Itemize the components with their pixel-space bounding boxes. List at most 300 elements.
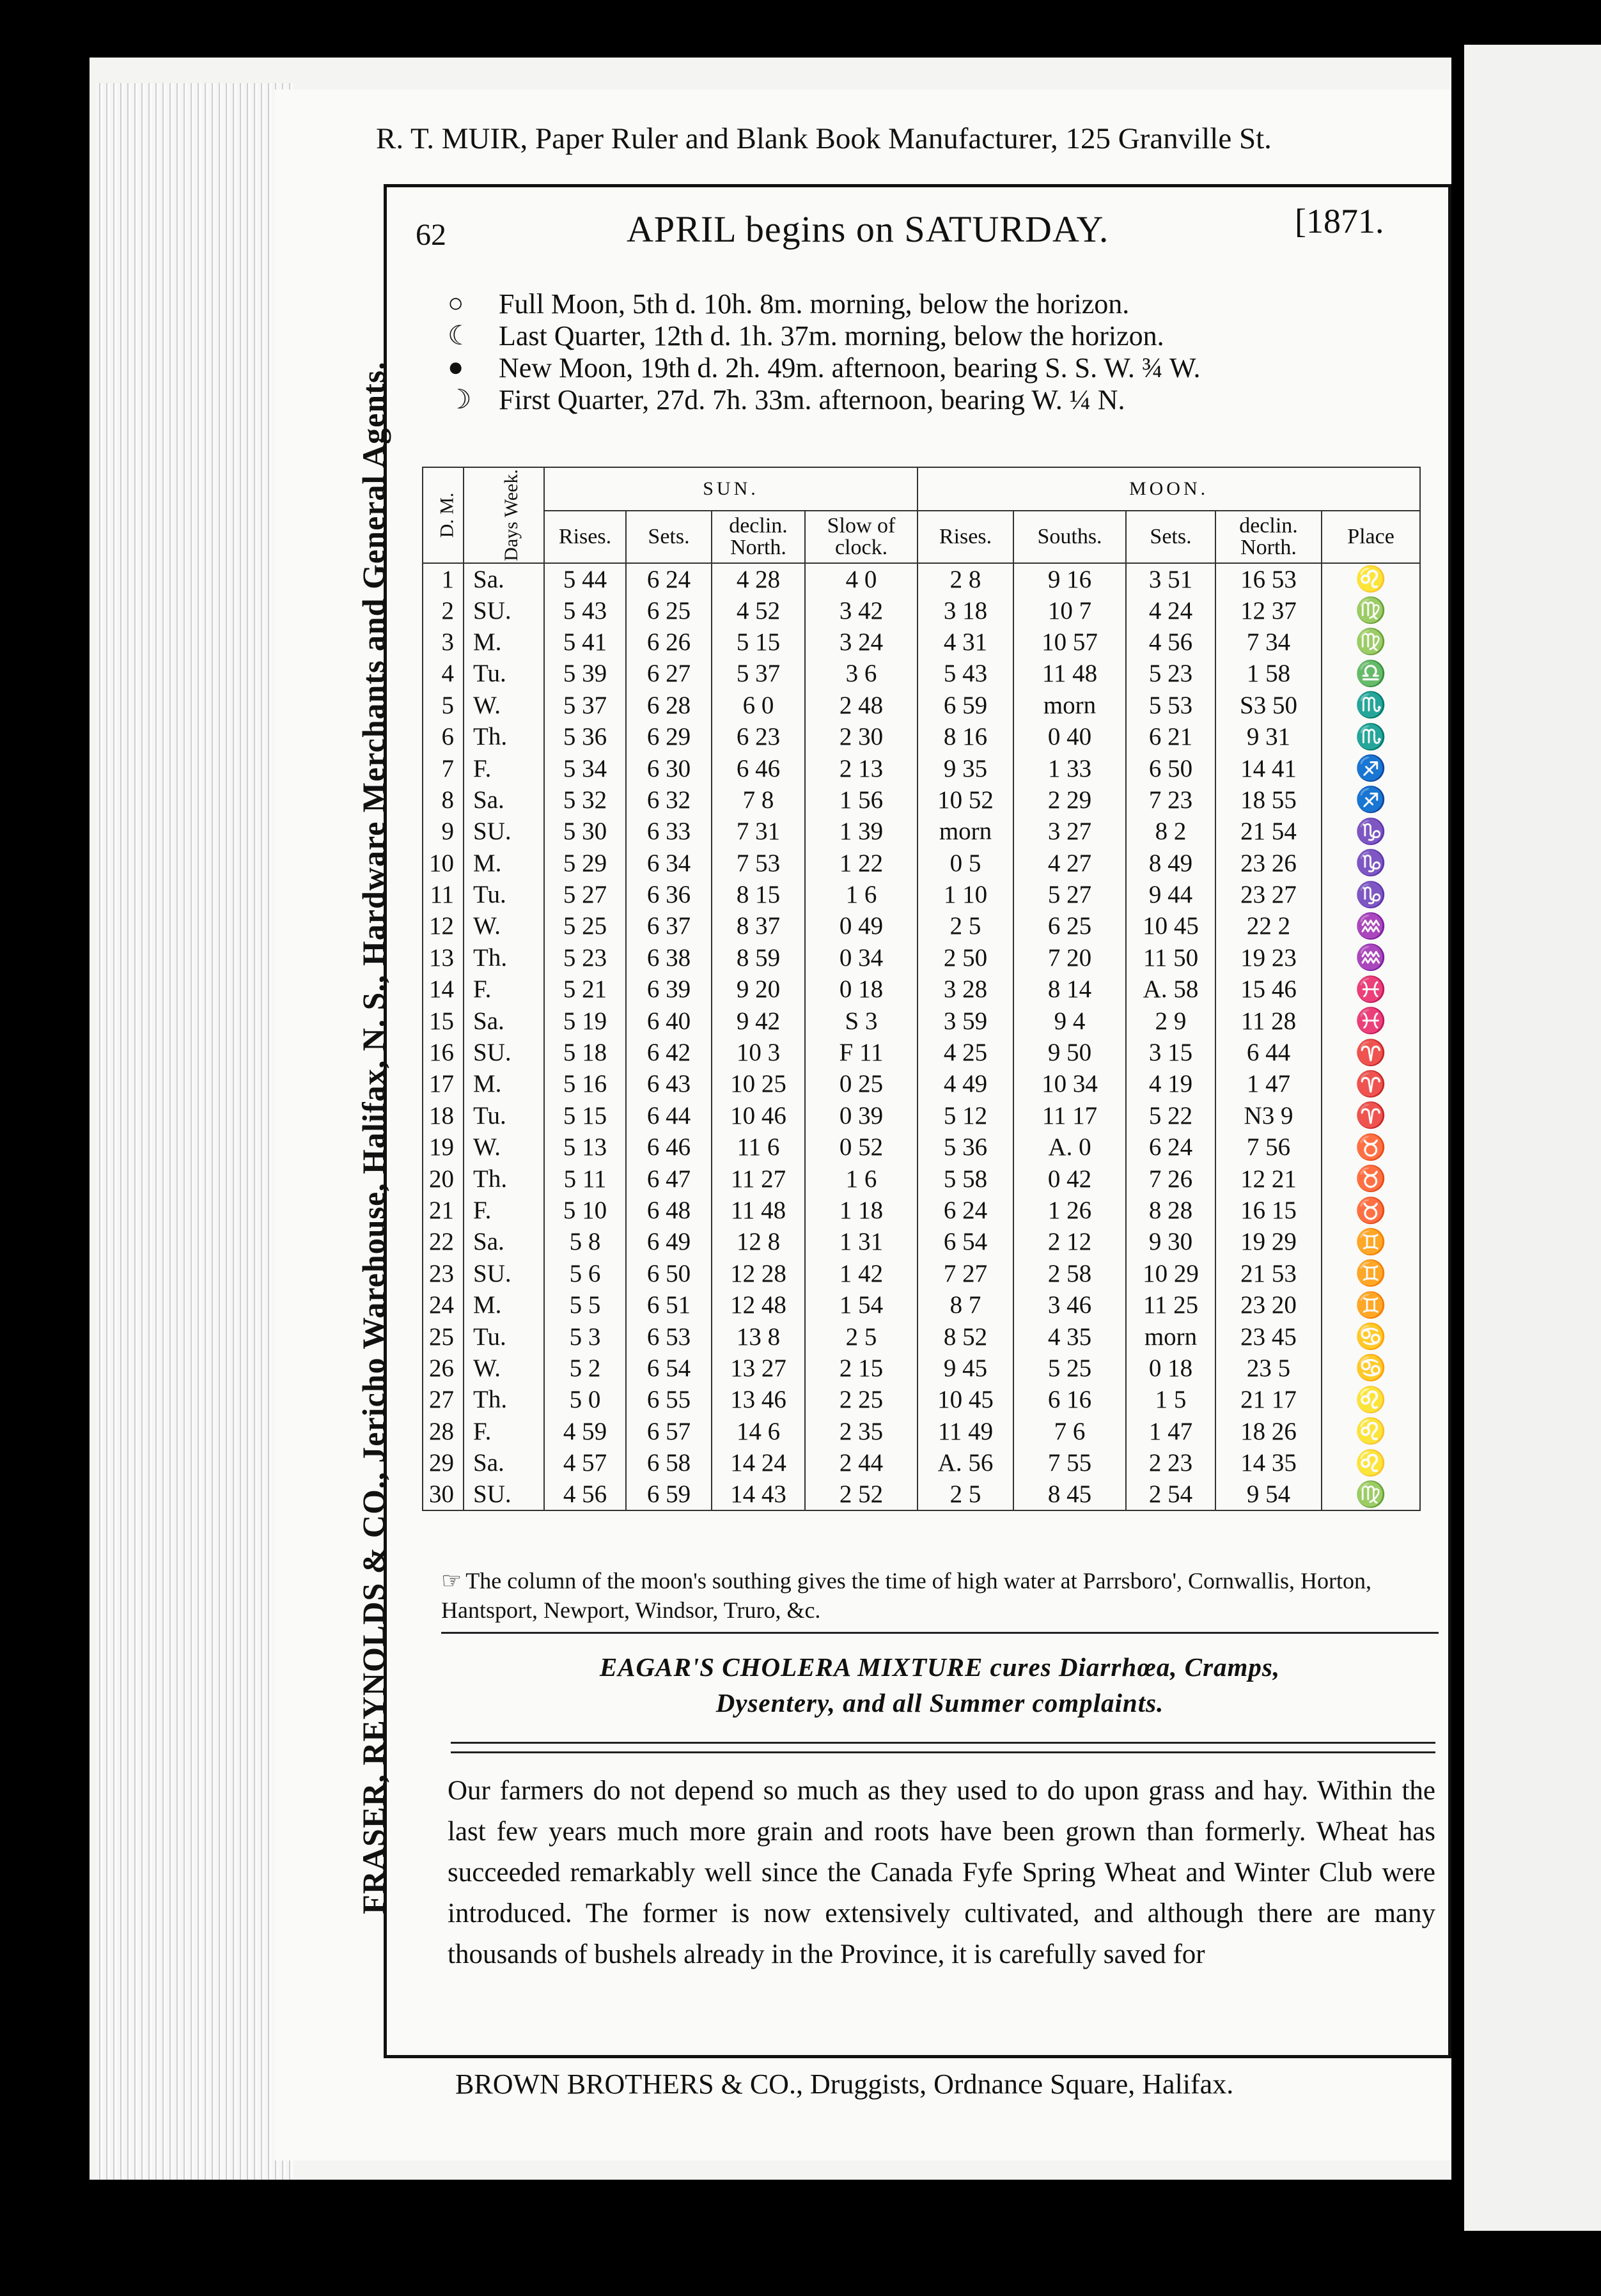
cell-moon-declination: 7 34 — [1215, 626, 1322, 658]
cell-slow-of-clock: 3 24 — [805, 626, 918, 658]
cell-moon-rises: 4 31 — [918, 626, 1013, 658]
cell-day-of-month: 19 — [423, 1131, 464, 1163]
cell-slow-of-clock: 1 54 — [805, 1289, 918, 1321]
cell-sun-rises: 5 16 — [544, 1068, 626, 1099]
side-advertisement: FRASER, REYNOLDS & CO., Jericho Warehouse, Halifax, N. S., Hardware Merchants and General Agents. — [355, 361, 391, 1914]
cell-moon-souths: 2 12 — [1013, 1226, 1126, 1257]
cell-day-of-week: M. — [464, 848, 544, 879]
cell-day-of-week: W. — [464, 1353, 544, 1384]
divider — [441, 1632, 1439, 1634]
cell-day-of-week: W. — [464, 910, 544, 942]
cell-sun-rises: 5 44 — [544, 563, 626, 594]
cell-moon-rises: 3 28 — [918, 973, 1013, 1005]
cholera-mixture-ad — [441, 1649, 1439, 1721]
cell-moon-place: ♓ — [1322, 973, 1420, 1005]
phase-row — [448, 352, 1432, 384]
cell-moon-souths: 9 4 — [1013, 1005, 1126, 1036]
cell-moon-declination: 16 53 — [1215, 563, 1322, 594]
cell-sun-declination: 11 6 — [712, 1131, 805, 1163]
table-row — [423, 626, 1420, 658]
cell-moon-declination: 9 31 — [1215, 721, 1322, 752]
cell-sun-sets: 6 24 — [626, 563, 712, 594]
cell-moon-place: ♓ — [1322, 1005, 1420, 1036]
cell-sun-declination: 7 53 — [712, 848, 805, 879]
cell-moon-rises: 7 27 — [918, 1258, 1013, 1289]
cell-moon-rises: 6 54 — [918, 1226, 1013, 1257]
table-row — [423, 563, 1420, 594]
cell-moon-souths: 0 42 — [1013, 1163, 1126, 1194]
cell-moon-place: ♊ — [1322, 1289, 1420, 1321]
cell-moon-rises: 5 58 — [918, 1163, 1013, 1194]
cell-sun-sets: 6 37 — [626, 910, 712, 942]
cell-moon-declination: 21 17 — [1215, 1384, 1322, 1415]
cell-moon-sets: 5 23 — [1126, 658, 1215, 689]
cell-moon-place: ♒ — [1322, 942, 1420, 973]
cell-day-of-month: 25 — [423, 1321, 464, 1352]
cell-day-of-month: 16 — [423, 1037, 464, 1068]
cell-moon-souths: 10 34 — [1013, 1068, 1126, 1099]
cell-day-of-week: Tu. — [464, 1321, 544, 1352]
cell-day-of-week: Tu. — [464, 1100, 544, 1131]
cell-moon-sets: 5 22 — [1126, 1100, 1215, 1131]
cell-moon-declination: 9 54 — [1215, 1478, 1322, 1510]
cell-sun-sets: 6 54 — [626, 1353, 712, 1384]
cell-sun-declination: 12 48 — [712, 1289, 805, 1321]
cell-moon-sets: 4 56 — [1126, 626, 1215, 658]
cell-moon-declination: 21 54 — [1215, 816, 1322, 847]
running-foot: BROWN BROTHERS & CO., Druggists, Ordnance Square, Halifax. — [455, 2068, 1234, 2100]
running-head: R. T. MUIR, Paper Ruler and Blank Book Manufacturer, 125 Granville St. — [376, 122, 1272, 155]
phase-row — [448, 384, 1432, 415]
cell-sun-rises: 5 0 — [544, 1384, 626, 1415]
cell-moon-sets: 9 44 — [1126, 879, 1215, 910]
cell-day-of-month: 4 — [423, 658, 464, 689]
cell-moon-place: ♈ — [1322, 1037, 1420, 1068]
cell-sun-rises: 4 59 — [544, 1416, 626, 1447]
cell-day-of-month: 27 — [423, 1384, 464, 1415]
almanac-rows — [423, 563, 1420, 1510]
col-sun-rises: Rises. — [544, 511, 626, 563]
cell-slow-of-clock: 1 6 — [805, 1163, 918, 1194]
cell-moon-place: ♌ — [1322, 563, 1420, 594]
cell-moon-declination: 6 44 — [1215, 1037, 1322, 1068]
cell-moon-rises: 10 45 — [918, 1384, 1013, 1415]
table-row — [423, 816, 1420, 847]
phase-text: First Quarter, 27d. 7h. 33m. afternoon, bearing W. ¼ N. — [499, 384, 1125, 415]
cell-slow-of-clock: 1 42 — [805, 1258, 918, 1289]
cell-moon-souths: 10 7 — [1013, 594, 1126, 626]
cell-day-of-month: 28 — [423, 1416, 464, 1447]
table-row — [423, 1321, 1420, 1352]
facing-page-edge — [1464, 45, 1601, 2231]
cell-moon-souths: 3 27 — [1013, 816, 1126, 847]
cell-day-of-week: M. — [464, 1289, 544, 1321]
cell-moon-rises: 3 59 — [918, 1005, 1013, 1036]
table-row — [423, 1037, 1420, 1068]
cell-sun-rises: 5 36 — [544, 721, 626, 752]
cell-sun-rises: 5 23 — [544, 942, 626, 973]
cell-moon-declination: N3 9 — [1215, 1100, 1322, 1131]
cell-day-of-month: 14 — [423, 973, 464, 1005]
cell-sun-rises: 5 18 — [544, 1037, 626, 1068]
cell-moon-place: ♎ — [1322, 658, 1420, 689]
cell-day-of-month: 21 — [423, 1195, 464, 1226]
table-row — [423, 879, 1420, 910]
cell-sun-rises: 5 15 — [544, 1100, 626, 1131]
cell-sun-rises: 5 21 — [544, 973, 626, 1005]
cell-day-of-week: F. — [464, 1195, 544, 1226]
cell-moon-sets: 6 21 — [1126, 721, 1215, 752]
cell-day-of-month: 2 — [423, 594, 464, 626]
cell-moon-declination: 12 21 — [1215, 1163, 1322, 1194]
pointing-hand-icon: ☞ — [441, 1568, 462, 1594]
table-row — [423, 658, 1420, 689]
tide-note — [441, 1566, 1439, 1625]
cell-sun-rises: 4 56 — [544, 1478, 626, 1510]
cell-slow-of-clock: 0 49 — [805, 910, 918, 942]
cell-moon-place: ♌ — [1322, 1447, 1420, 1478]
cell-moon-sets: 1 5 — [1126, 1384, 1215, 1415]
cell-sun-rises: 5 8 — [544, 1226, 626, 1257]
cell-moon-rises: 2 5 — [918, 1478, 1013, 1510]
cell-day-of-month: 3 — [423, 626, 464, 658]
cell-moon-sets: 8 2 — [1126, 816, 1215, 847]
col-day-of-week: Days Week. — [464, 467, 544, 563]
cell-moon-rises: 11 49 — [918, 1416, 1013, 1447]
phase-row — [448, 288, 1432, 320]
cell-moon-place: ♊ — [1322, 1258, 1420, 1289]
cell-moon-rises: 0 5 — [918, 848, 1013, 879]
table-row — [423, 973, 1420, 1005]
cell-moon-rises: 9 45 — [918, 1353, 1013, 1384]
cell-moon-place: ♍ — [1322, 626, 1420, 658]
cell-sun-declination: 6 0 — [712, 690, 805, 721]
cell-moon-souths: 7 20 — [1013, 942, 1126, 973]
cell-sun-rises: 4 57 — [544, 1447, 626, 1478]
page-number: 62 — [416, 218, 446, 252]
full-moon-icon: ○ — [448, 289, 464, 318]
table-row — [423, 1100, 1420, 1131]
cell-slow-of-clock: 0 52 — [805, 1131, 918, 1163]
cell-moon-rises: 5 36 — [918, 1131, 1013, 1163]
cell-sun-declination: 8 59 — [712, 942, 805, 973]
cell-moon-place: ♌ — [1322, 1416, 1420, 1447]
table-row — [423, 1416, 1420, 1447]
first-quarter-icon: ☽ — [448, 385, 472, 415]
cell-moon-sets: 9 30 — [1126, 1226, 1215, 1257]
cell-sun-declination: 13 8 — [712, 1321, 805, 1352]
cell-day-of-week: SU. — [464, 1258, 544, 1289]
table-row — [423, 1384, 1420, 1415]
cell-moon-sets: 6 50 — [1126, 752, 1215, 784]
cell-sun-declination: 9 20 — [712, 973, 805, 1005]
almanac-table — [422, 467, 1421, 1511]
new-moon-icon: ● — [448, 353, 464, 382]
table-row — [423, 1289, 1420, 1321]
cell-day-of-month: 6 — [423, 721, 464, 752]
cell-sun-declination: 10 3 — [712, 1037, 805, 1068]
cell-moon-rises: 6 59 — [918, 690, 1013, 721]
cell-moon-place: ♉ — [1322, 1195, 1420, 1226]
cell-moon-rises: 2 5 — [918, 910, 1013, 942]
cell-slow-of-clock: 1 22 — [805, 848, 918, 879]
cell-moon-sets: 4 19 — [1126, 1068, 1215, 1099]
table-row — [423, 942, 1420, 973]
cell-moon-declination: S3 50 — [1215, 690, 1322, 721]
cell-slow-of-clock: 1 39 — [805, 816, 918, 847]
cell-moon-declination: 23 5 — [1215, 1353, 1322, 1384]
cell-day-of-month: 10 — [423, 848, 464, 879]
cell-sun-sets: 6 59 — [626, 1478, 712, 1510]
cell-day-of-month: 9 — [423, 816, 464, 847]
cell-day-of-week: F. — [464, 752, 544, 784]
cell-sun-rises: 5 29 — [544, 848, 626, 879]
cell-sun-rises: 5 19 — [544, 1005, 626, 1036]
cell-sun-sets: 6 40 — [626, 1005, 712, 1036]
cell-day-of-month: 29 — [423, 1447, 464, 1478]
cell-moon-sets: 8 28 — [1126, 1195, 1215, 1226]
cell-slow-of-clock: 2 15 — [805, 1353, 918, 1384]
cell-moon-souths: 0 40 — [1013, 721, 1126, 752]
cell-slow-of-clock: 0 18 — [805, 973, 918, 1005]
cell-slow-of-clock: 1 6 — [805, 879, 918, 910]
cell-moon-sets: 1 47 — [1126, 1416, 1215, 1447]
tide-note-text: The column of the moon's southing gives the time of high water at Parrsboro', Cornwallis, Horton, Hantsport, Newport, Windsor, Truro, &c. — [441, 1568, 1372, 1623]
cell-moon-souths: 4 27 — [1013, 848, 1126, 879]
cell-moon-rises: 8 16 — [918, 721, 1013, 752]
cell-sun-rises: 5 11 — [544, 1163, 626, 1194]
cell-sun-sets: 6 58 — [626, 1447, 712, 1478]
cell-sun-sets: 6 49 — [626, 1226, 712, 1257]
cell-slow-of-clock: S 3 — [805, 1005, 918, 1036]
group-sun: SUN. — [544, 467, 918, 511]
cell-moon-place: ♐ — [1322, 752, 1420, 784]
table-row — [423, 1226, 1420, 1257]
cell-moon-rises: 3 18 — [918, 594, 1013, 626]
col-sun-sets: Sets. — [626, 511, 712, 563]
cell-moon-declination: 15 46 — [1215, 973, 1322, 1005]
cell-moon-sets: 2 54 — [1126, 1478, 1215, 1510]
cell-moon-souths: 2 58 — [1013, 1258, 1126, 1289]
cell-moon-souths: 9 50 — [1013, 1037, 1126, 1068]
cell-slow-of-clock: 2 5 — [805, 1321, 918, 1352]
cell-day-of-week: Th. — [464, 942, 544, 973]
cell-moon-place: ♐ — [1322, 784, 1420, 816]
cell-moon-sets: 8 49 — [1126, 848, 1215, 879]
cell-moon-place: ♌ — [1322, 1384, 1420, 1415]
cell-moon-souths: 6 25 — [1013, 910, 1126, 942]
cell-moon-place: ♏ — [1322, 721, 1420, 752]
year-label: [1871. — [1295, 202, 1384, 240]
cell-moon-rises: 1 10 — [918, 879, 1013, 910]
cell-day-of-week: Tu. — [464, 879, 544, 910]
cell-moon-declination: 16 15 — [1215, 1195, 1322, 1226]
cell-moon-place: ♋ — [1322, 1353, 1420, 1384]
cell-slow-of-clock: 0 39 — [805, 1100, 918, 1131]
cell-moon-sets: 7 26 — [1126, 1163, 1215, 1194]
table-row — [423, 594, 1420, 626]
cell-moon-declination: 23 45 — [1215, 1321, 1322, 1352]
phase-text: Last Quarter, 12th d. 1h. 37m. morning, below the horizon. — [499, 320, 1164, 352]
cell-sun-declination: 10 25 — [712, 1068, 805, 1099]
cell-day-of-week: Th. — [464, 721, 544, 752]
cell-sun-rises: 5 30 — [544, 816, 626, 847]
cell-sun-sets: 6 27 — [626, 658, 712, 689]
cell-day-of-week: Sa. — [464, 563, 544, 594]
cell-slow-of-clock: 3 6 — [805, 658, 918, 689]
cell-moon-place: ♒ — [1322, 910, 1420, 942]
table-row — [423, 910, 1420, 942]
cell-sun-rises: 5 32 — [544, 784, 626, 816]
cell-moon-declination: 23 26 — [1215, 848, 1322, 879]
page-edges — [96, 83, 294, 2180]
cell-moon-rises: 5 43 — [918, 658, 1013, 689]
cell-sun-sets: 6 43 — [626, 1068, 712, 1099]
cell-moon-place: ♍ — [1322, 1478, 1420, 1510]
cell-moon-declination: 18 55 — [1215, 784, 1322, 816]
cell-sun-declination: 6 23 — [712, 721, 805, 752]
cell-moon-souths: 8 14 — [1013, 973, 1126, 1005]
cell-day-of-month: 7 — [423, 752, 464, 784]
cell-moon-souths: 1 26 — [1013, 1195, 1126, 1226]
cell-moon-declination: 14 41 — [1215, 752, 1322, 784]
cell-sun-declination: 5 37 — [712, 658, 805, 689]
cell-day-of-week: Sa. — [464, 1447, 544, 1478]
cell-moon-souths: 7 55 — [1013, 1447, 1126, 1478]
table-row — [423, 848, 1420, 879]
cell-sun-declination: 5 15 — [712, 626, 805, 658]
cell-slow-of-clock: 2 30 — [805, 721, 918, 752]
cell-sun-sets: 6 51 — [626, 1289, 712, 1321]
cell-day-of-month: 18 — [423, 1100, 464, 1131]
cell-moon-declination: 19 23 — [1215, 942, 1322, 973]
cell-moon-souths: 5 25 — [1013, 1353, 1126, 1384]
cell-sun-declination: 14 6 — [712, 1416, 805, 1447]
cell-moon-souths: 3 46 — [1013, 1289, 1126, 1321]
cell-sun-sets: 6 44 — [626, 1100, 712, 1131]
cell-sun-declination: 13 46 — [712, 1384, 805, 1415]
cell-day-of-month: 17 — [423, 1068, 464, 1099]
cell-day-of-month: 22 — [423, 1226, 464, 1257]
cell-moon-declination: 1 58 — [1215, 658, 1322, 689]
table-row — [423, 1195, 1420, 1226]
col-moon-rises: Rises. — [918, 511, 1013, 563]
cell-sun-sets: 6 42 — [626, 1037, 712, 1068]
cell-slow-of-clock: 1 18 — [805, 1195, 918, 1226]
cell-day-of-week: W. — [464, 1131, 544, 1163]
cell-moon-sets: 11 50 — [1126, 942, 1215, 973]
cell-slow-of-clock: 2 35 — [805, 1416, 918, 1447]
cell-moon-place: ♈ — [1322, 1068, 1420, 1099]
cell-moon-rises: 2 8 — [918, 563, 1013, 594]
col-slow-of-clock: Slow of clock. — [805, 511, 918, 563]
cell-slow-of-clock: 2 52 — [805, 1478, 918, 1510]
cell-moon-souths: 11 17 — [1013, 1100, 1126, 1131]
cell-sun-sets: 6 30 — [626, 752, 712, 784]
cell-moon-souths: 7 6 — [1013, 1416, 1126, 1447]
cell-moon-rises: 8 7 — [918, 1289, 1013, 1321]
cell-day-of-week: Th. — [464, 1384, 544, 1415]
cell-moon-rises: A. 56 — [918, 1447, 1013, 1478]
cell-sun-rises: 5 43 — [544, 594, 626, 626]
table-row — [423, 752, 1420, 784]
cell-moon-rises: 5 12 — [918, 1100, 1013, 1131]
cell-moon-souths: 9 16 — [1013, 563, 1126, 594]
cell-moon-souths: 6 16 — [1013, 1384, 1126, 1415]
col-moon-place: Place — [1322, 511, 1420, 563]
cell-day-of-week: Tu. — [464, 658, 544, 689]
cell-moon-sets: 2 9 — [1126, 1005, 1215, 1036]
cell-sun-sets: 6 50 — [626, 1258, 712, 1289]
cell-moon-souths: morn — [1013, 690, 1126, 721]
cell-sun-sets: 6 29 — [626, 721, 712, 752]
cell-moon-sets: 0 18 — [1126, 1353, 1215, 1384]
cell-sun-rises: 5 27 — [544, 879, 626, 910]
cell-sun-rises: 5 3 — [544, 1321, 626, 1352]
cell-sun-declination: 7 31 — [712, 816, 805, 847]
cell-moon-souths: 4 35 — [1013, 1321, 1126, 1352]
cell-day-of-week: SU. — [464, 1478, 544, 1510]
cell-slow-of-clock: 2 13 — [805, 752, 918, 784]
cell-moon-declination: 19 29 — [1215, 1226, 1322, 1257]
cell-moon-rises: morn — [918, 816, 1013, 847]
table-row — [423, 1353, 1420, 1384]
cell-day-of-week: M. — [464, 626, 544, 658]
cell-moon-souths: 10 57 — [1013, 626, 1126, 658]
col-sun-declination: declin. North. — [712, 511, 805, 563]
cell-moon-place: ♋ — [1322, 1321, 1420, 1352]
table-row — [423, 1005, 1420, 1036]
cell-sun-declination: 12 28 — [712, 1258, 805, 1289]
cell-moon-souths: 2 29 — [1013, 784, 1126, 816]
cell-sun-sets: 6 28 — [626, 690, 712, 721]
cell-sun-declination: 14 24 — [712, 1447, 805, 1478]
phase-row — [448, 320, 1432, 352]
cell-day-of-week: SU. — [464, 816, 544, 847]
cell-sun-declination: 8 37 — [712, 910, 805, 942]
cell-moon-place: ♍ — [1322, 594, 1420, 626]
cell-sun-rises: 5 6 — [544, 1258, 626, 1289]
cell-sun-rises: 5 34 — [544, 752, 626, 784]
cell-moon-rises: 2 50 — [918, 942, 1013, 973]
cell-day-of-month: 23 — [423, 1258, 464, 1289]
cell-slow-of-clock: 4 0 — [805, 563, 918, 594]
cell-day-of-month: 12 — [423, 910, 464, 942]
cell-day-of-month: 1 — [423, 563, 464, 594]
cell-sun-rises: 5 41 — [544, 626, 626, 658]
cell-moon-place: ♉ — [1322, 1163, 1420, 1194]
table-row — [423, 690, 1420, 721]
cell-moon-sets: 6 24 — [1126, 1131, 1215, 1163]
cell-moon-place: ♈ — [1322, 1100, 1420, 1131]
last-quarter-icon: ☾ — [448, 322, 472, 351]
cell-moon-place: ♑ — [1322, 848, 1420, 879]
cell-slow-of-clock: 2 25 — [805, 1384, 918, 1415]
cell-sun-sets: 6 55 — [626, 1384, 712, 1415]
cell-moon-rises: 9 35 — [918, 752, 1013, 784]
cell-sun-declination: 14 43 — [712, 1478, 805, 1510]
cell-moon-declination: 12 37 — [1215, 594, 1322, 626]
cell-sun-rises: 5 25 — [544, 910, 626, 942]
table-row — [423, 1068, 1420, 1099]
table-row — [423, 784, 1420, 816]
cell-moon-sets: 10 45 — [1126, 910, 1215, 942]
cell-sun-rises: 5 5 — [544, 1289, 626, 1321]
cell-sun-sets: 6 46 — [626, 1131, 712, 1163]
cell-moon-sets: 2 23 — [1126, 1447, 1215, 1478]
cell-slow-of-clock: 3 42 — [805, 594, 918, 626]
cell-moon-souths: A. 0 — [1013, 1131, 1126, 1163]
